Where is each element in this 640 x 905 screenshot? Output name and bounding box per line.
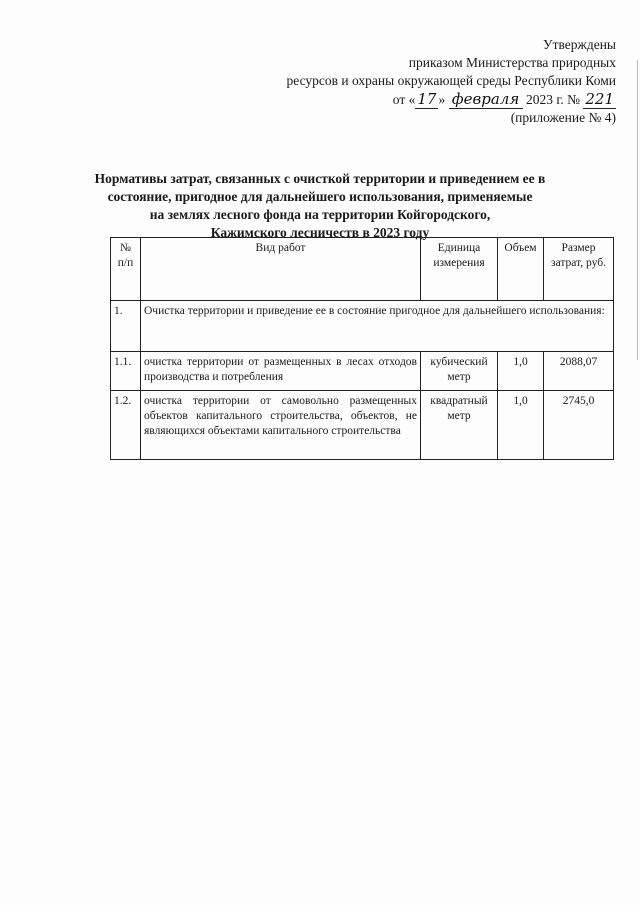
approval-block <box>216 36 616 127</box>
date-month: февраля <box>449 90 523 109</box>
date-mid: » <box>438 92 449 107</box>
row-volume: 1,0 <box>498 352 544 391</box>
row-work: очистка территории от самовольно размещенных объектов капитального строительства, объектов, не являющихся объектами капитального строительства <box>141 391 421 460</box>
approval-date-line <box>216 90 616 109</box>
row-num: 1. <box>111 301 141 352</box>
approval-line-1: Утверждены <box>543 37 616 52</box>
date-prefix: от « <box>392 92 416 107</box>
title-line-1: Нормативы затрат, связанных с очисткой территории и приведением ее в <box>94 171 546 186</box>
row-unit: кубический метр <box>421 352 498 391</box>
row-work: Очистка территории и приведение ее в состояние пригодное для дальнейшего использования: <box>141 301 614 352</box>
row-num: 1.2. <box>111 391 141 460</box>
row-num: 1.1. <box>111 352 141 391</box>
row-work: очистка территории от размещенных в лесах отходов производства и потребления <box>141 352 421 391</box>
row-cost: 2088,07 <box>544 352 614 391</box>
table-row <box>111 352 614 391</box>
title-line-2: состояние, пригодное для дальнейшего использования, применяемые <box>107 189 533 204</box>
table-row <box>111 391 614 460</box>
row-cost: 2745,0 <box>544 391 614 460</box>
title-line-4: Кажимского лесничеств в 2023 году <box>210 225 430 240</box>
header-volume: Объем <box>498 238 544 301</box>
table-row <box>111 301 614 352</box>
date-day: 17 <box>417 90 437 108</box>
title-line-3: на землях лесного фонда на территории Койгородского, <box>149 207 491 222</box>
approval-line-2: приказом Министерства природных <box>408 55 616 70</box>
approval-line-3: ресурсов и охраны окружающей среды Республики Коми <box>286 73 616 88</box>
date-year: 2023 г. № <box>522 92 584 107</box>
table-header-row <box>111 238 614 301</box>
header-num: № п/п <box>111 238 141 301</box>
cost-norms-table <box>110 237 614 460</box>
header-cost: Размер затрат, руб. <box>544 238 614 301</box>
order-number: 221 <box>585 90 614 108</box>
header-work: Вид работ <box>141 238 421 301</box>
appendix-label: (приложение № 4) <box>510 110 616 125</box>
document-title <box>0 170 640 242</box>
header-unit: Единица измерения <box>421 238 498 301</box>
row-unit: квадратный метр <box>421 391 498 460</box>
row-volume: 1,0 <box>498 391 544 460</box>
